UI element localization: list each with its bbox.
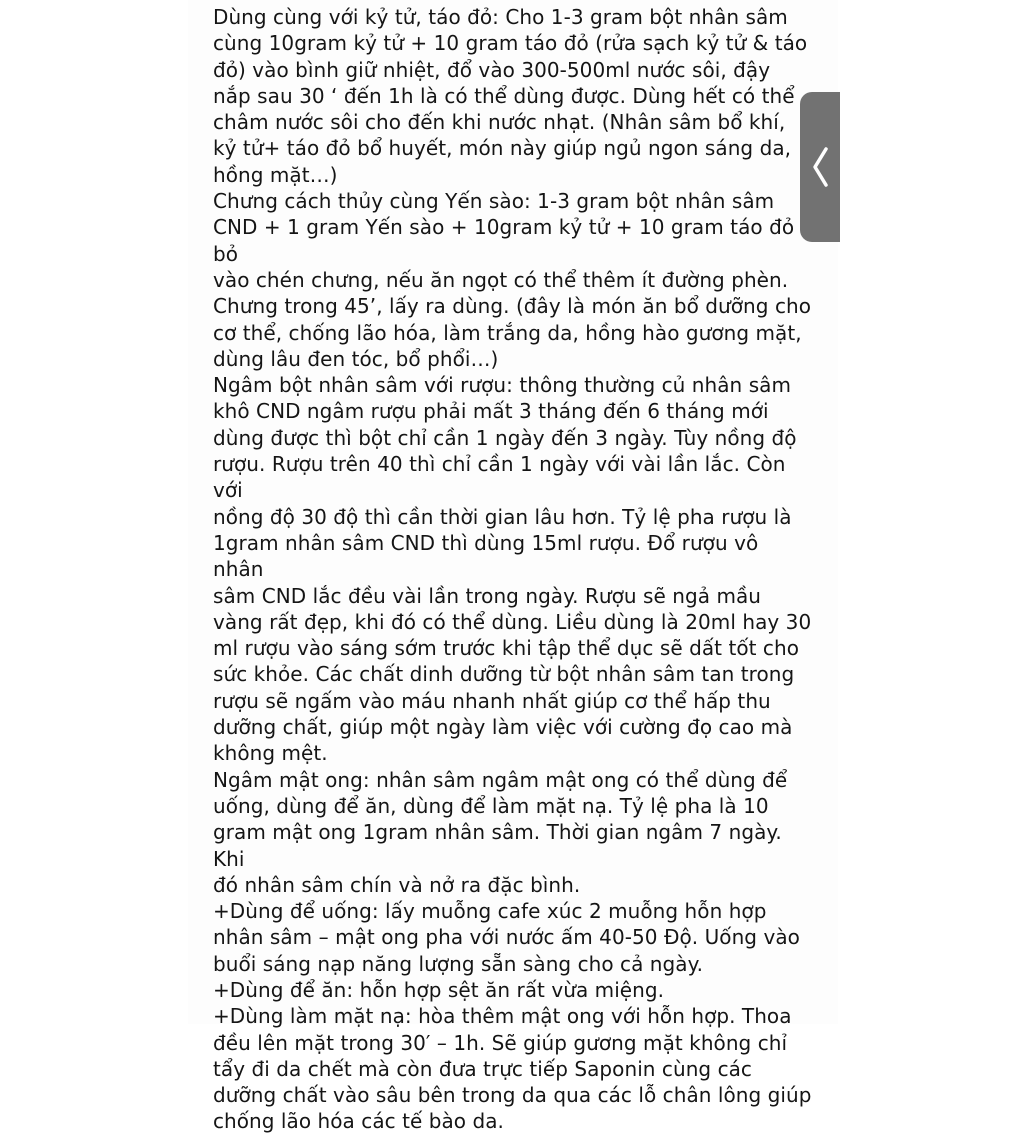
side-panel-tab[interactable] bbox=[800, 92, 840, 242]
document-text: Dùng cùng với kỷ tử, táo đỏ: Cho 1-3 gram bột nhân sâm cùng 10gram kỷ tử + 10 gram táo đỏ (rửa sạch kỷ tử & táo đỏ) vào bình giữ nhiệt, đổ vào 300-500ml nước sôi, đậy nắp sau 30 ‘ đến 1h là có thể dùng được. Dùng hết có thể châm nước sôi cho đến khi nước nhạt. (Nhân sâm bổ khí, kỷ tử+ táo đỏ bổ huyết, món này giúp ngủ ngon sáng da, hồng mặt…) Chưng cách thủy cùng Yến sào: 1-3 gram bột nhân sâm CND + 1 gram Yến sào + 10gram kỷ tử + 10 gram táo đỏ bỏ vào chén chưng, nếu ăn ngọt có thể thêm ít đường phèn. Chưng trong 45’, lấy ra dùng. (đây là món ăn bổ dưỡng cho cơ thể, chống lão hóa, làm trắng da, hồng hào gương mặt, dùng lâu đen tóc, bổ phổi…) Ngâm bột nhân sâm với rượu: thông thường củ nhân sâm khô CND ngâm rượu phải mất 3 tháng đến 6 tháng mới dùng được thì bột chỉ cần 1 ngày đến 3 ngày. Tùy nồng độ rượu. Rượu trên 40 thì chỉ cần 1 ngày với vài lần lắc. Còn với nồng độ 30 độ thì cần thời gian lâu hơn. Tỷ lệ pha rượu là 1gram nhân sâm CND thì dùng 15ml rượu. Đổ rượu vô nhân sâm CND lắc đều vài lần trong ngày. Rượu sẽ ngả mầu vàng rất đẹp, khi đó có thể dùng. Liều dùng là 20ml hay 30 ml rượu vào sáng sớm trước khi tập thể dục sẽ dất tốt cho sức khỏe. Các chất dinh dưỡng từ bột nhân sâm tan trong rượu sẽ ngấm vào máu nhanh nhất giúp cơ thể hấp thu dưỡng chất, giúp một ngày làm việc với cường đọ cao mà không mệt. Ngâm mật ong: nhân sâm ngâm mật ong có thể dùng để uống, dùng để ăn, dùng để làm mặt nạ. Tỷ lệ pha là 10 gram mật ong 1gram nhân sâm. Thời gian ngâm 7 ngày. Khi đó nhân sâm chín và nở ra đặc bình. +Dùng để uống: lấy muỗng cafe xúc 2 muỗng hỗn hợp nhân sâm – mật ong pha với nước ấm 40-50 Độ. Uống vào buổi sáng nạp năng lượng sẵn sàng cho cả ngày. +Dùng để ăn: hỗn hợp sệt ăn rất vừa miệng. +Dùng làm mặt nạ: hòa thêm mật ong với hỗn hợp. Thoa đều lên mặt trong 30′ – 1h. Sẽ giúp gương mặt không chỉ tẩy đi da chết mà còn đưa trực tiếp Saponin cùng các dưỡng chất vào sâu bên trong da qua các lỗ chân lông giúp chống lão hóa các tế bào da. bbox=[213, 5, 812, 1134]
document-page bbox=[188, 0, 838, 1134]
chevron-left-icon bbox=[811, 146, 829, 188]
